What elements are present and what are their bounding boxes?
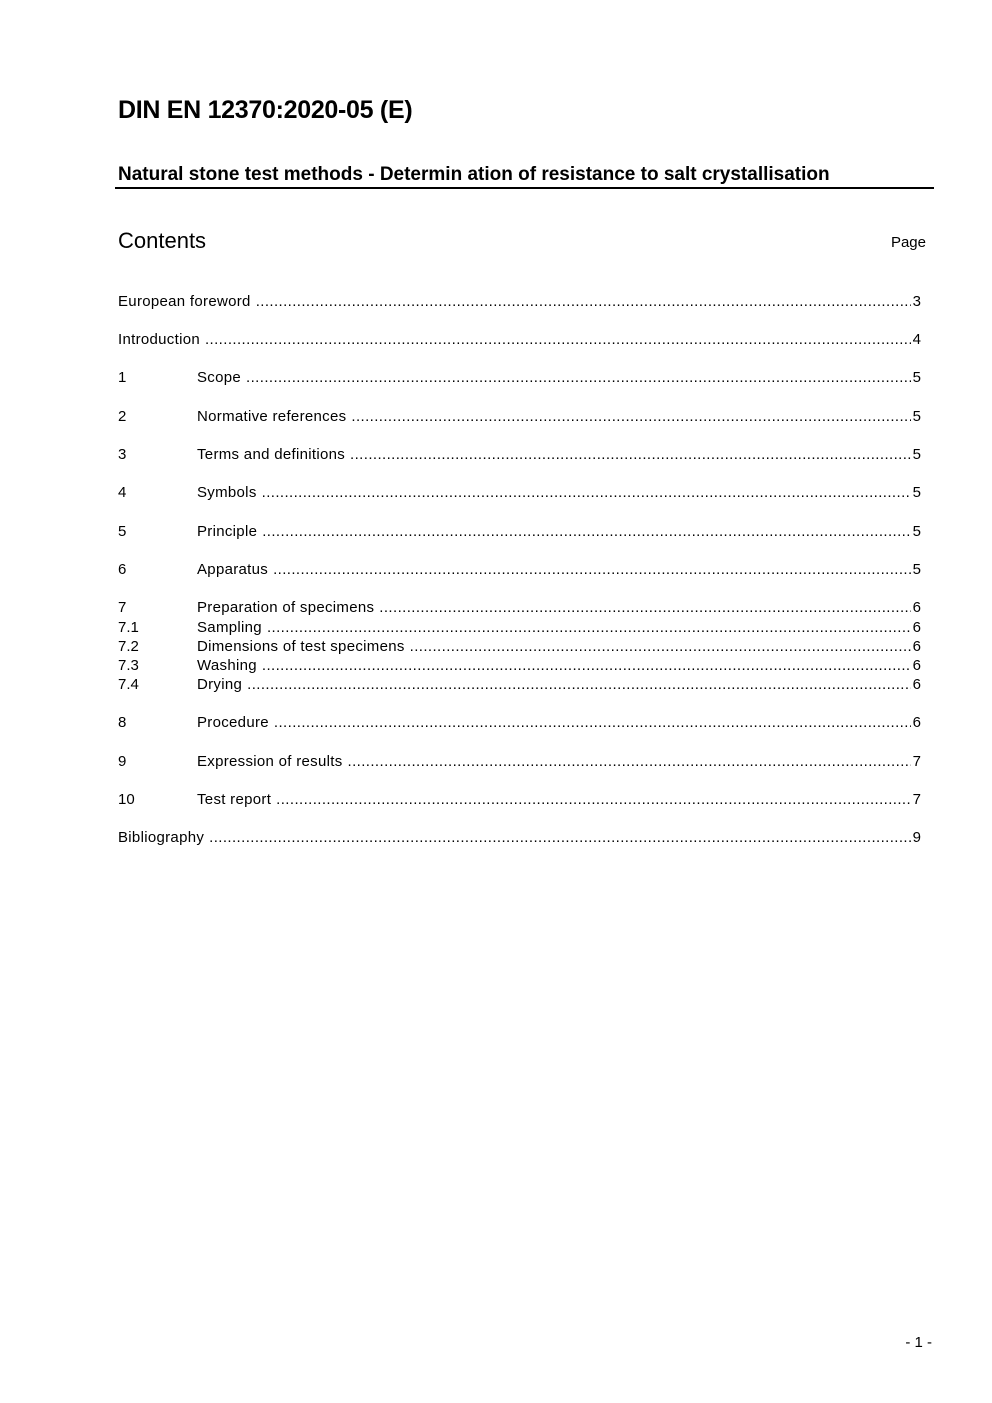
toc-dot-leader: [274, 713, 911, 733]
toc-entry: [118, 675, 921, 695]
toc-entry: [118, 828, 921, 848]
toc-entry-page: 6: [912, 676, 921, 693]
toc-entry: [118, 618, 921, 638]
toc-dot-leader: [262, 522, 910, 542]
toc-dot-leader: [348, 752, 911, 772]
toc-entry: [118, 560, 921, 580]
toc-dot-leader: [256, 292, 911, 312]
toc-entry: [118, 752, 921, 772]
toc-dot-leader: [205, 330, 911, 350]
toc-entry: [118, 790, 921, 810]
toc-entry-number: 7.4: [118, 676, 139, 693]
toc-entry-page: 6: [912, 638, 921, 655]
toc-entry-number: 8: [118, 714, 127, 731]
footer-page-number: - 1 -: [905, 1334, 932, 1351]
toc-dot-leader: [379, 598, 910, 618]
toc-entry-page: 5: [912, 369, 921, 386]
toc-dot-leader: [247, 675, 911, 695]
toc-entry-page: 6: [912, 599, 921, 616]
toc-entry-page: 7: [912, 791, 921, 808]
toc-entry-label: Bibliography: [118, 829, 205, 846]
toc-dot-leader: [276, 790, 910, 810]
toc-entry-page: 5: [912, 446, 921, 463]
toc-dot-leader: [273, 560, 911, 580]
toc-entry: [118, 522, 921, 542]
toc-entry-page: 7: [912, 753, 921, 770]
toc-entry-label: Procedure: [197, 714, 269, 731]
toc-dot-leader: [350, 445, 911, 465]
toc-entry-label: Apparatus: [197, 561, 269, 578]
page-column-heading: Page: [890, 234, 926, 251]
toc-entry-label: Drying: [197, 676, 243, 693]
toc-entry-number: 10: [118, 791, 135, 808]
document-identifier: DIN EN 12370:2020-05 (E): [118, 96, 413, 124]
toc-entry-label: Sampling: [197, 619, 262, 636]
toc-dot-leader: [246, 368, 911, 388]
toc-entry-page: 6: [912, 619, 921, 636]
toc-entry-page: 9: [912, 829, 921, 846]
toc-entry-label: Preparation of specimens: [197, 599, 375, 616]
toc-entry-number: 3: [118, 446, 127, 463]
toc-entry-label: Terms and definitions: [197, 446, 346, 463]
toc-entry-number: 7: [118, 599, 127, 616]
toc-entry: [118, 330, 921, 350]
toc-entry: [118, 656, 921, 676]
toc-dot-leader: [209, 828, 911, 848]
toc-entry-number: 5: [118, 523, 127, 540]
toc-entry-label: European foreword: [118, 293, 251, 310]
toc-dot-leader: [262, 656, 911, 676]
toc-entry-page: 4: [912, 331, 921, 348]
toc-entry-page: 3: [912, 293, 921, 310]
toc-entry-number: 2: [118, 408, 127, 425]
toc-entry: [118, 445, 921, 465]
toc-entry: [118, 637, 921, 657]
toc-entry-page: 6: [912, 657, 921, 674]
toc-dot-leader: [267, 618, 911, 638]
toc-entry-number: 6: [118, 561, 127, 578]
toc-entry-label: Principle: [197, 523, 258, 540]
toc-entry-label: Washing: [197, 657, 257, 674]
toc-entry-label: Expression of results: [197, 753, 343, 770]
toc-entry-number: 7.1: [118, 619, 139, 636]
toc-entry-label: Introduction: [118, 331, 200, 348]
toc-dot-leader: [262, 483, 911, 503]
toc-entry-page: 5: [912, 484, 921, 501]
toc-dot-leader: [410, 637, 911, 657]
toc-entry-label: Scope: [197, 369, 242, 386]
toc-entry-label: Test report: [197, 791, 272, 808]
document-title: Natural stone test methods - Determin ation of resistance to salt crystallisation: [118, 164, 830, 185]
toc-entry-page: 5: [912, 561, 921, 578]
contents-heading: Contents: [118, 228, 207, 253]
toc-entry-page: 5: [912, 408, 921, 425]
toc-entry: [118, 292, 921, 312]
toc-entry-number: 7.2: [118, 638, 139, 655]
toc-entry: [118, 483, 921, 503]
toc-entry-label: Normative references: [197, 408, 347, 425]
toc-entry-number: 1: [118, 369, 127, 386]
toc-entry-number: 7.3: [118, 657, 139, 674]
toc-entry-label: Symbols: [197, 484, 257, 501]
toc-entry-label: Dimensions of test specimens: [197, 638, 405, 655]
toc-entry-number: 4: [118, 484, 127, 501]
toc-entry-page: 6: [912, 714, 921, 731]
toc-entry-page: 5: [912, 523, 921, 540]
toc-entry: [118, 368, 921, 388]
toc-entry-number: 9: [118, 753, 127, 770]
toc-entry: [118, 598, 921, 618]
toc-entry: [118, 407, 921, 427]
toc-entry: [118, 713, 921, 733]
table-of-contents: [118, 0, 921, 1403]
toc-dot-leader: [351, 407, 910, 427]
